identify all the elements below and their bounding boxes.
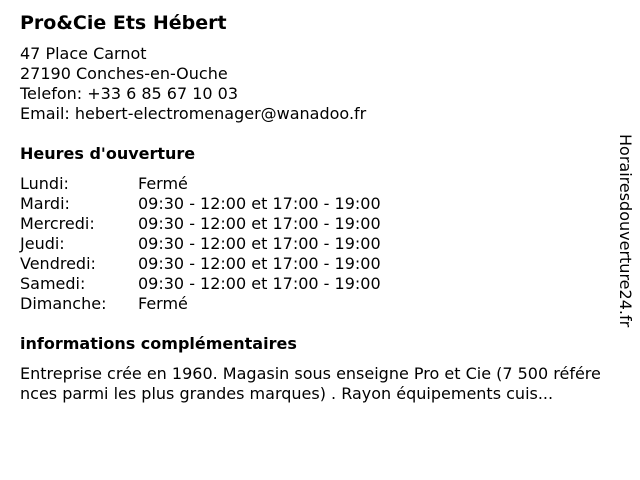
business-card	[20, 10, 610, 404]
opening-hours-table	[20, 174, 610, 314]
hours-row-tuesday	[20, 194, 610, 214]
hours-time: 09:30 - 12:00 et 17:00 - 19:00	[138, 274, 381, 293]
site-watermark: Horairesdouverture24.fr	[616, 134, 635, 328]
address-city: 27190 Conches-en-Ouche	[20, 64, 228, 83]
hours-time: 09:30 - 12:00 et 17:00 - 19:00	[138, 214, 381, 233]
info-heading: informations complémentaires	[20, 334, 297, 353]
business-name: Pro&Cie Ets Hébert	[20, 12, 227, 34]
hours-day: Lundi:	[20, 174, 69, 193]
hours-row-wednesday	[20, 214, 610, 234]
hours-heading: Heures d'ouverture	[20, 144, 196, 163]
hours-day: Dimanche:	[20, 294, 107, 313]
hours-row-saturday	[20, 274, 610, 294]
info-description: Entreprise crée en 1960. Magasin sous enseigne Pro et Cie (7 500 références parmi les plus grandes marques) . Rayon équipements cuis...	[20, 364, 601, 403]
hours-time: 09:30 - 12:00 et 17:00 - 19:00	[138, 234, 381, 253]
hours-time: Fermé	[138, 174, 188, 193]
hours-day: Samedi:	[20, 274, 86, 293]
hours-row-sunday	[20, 294, 610, 314]
hours-row-thursday	[20, 234, 610, 254]
hours-row-monday	[20, 174, 610, 194]
hours-time: Fermé	[138, 294, 188, 313]
hours-day: Mardi:	[20, 194, 70, 213]
hours-day: Jeudi:	[20, 234, 65, 253]
phone-text: Telefon: +33 6 85 67 10 03	[20, 84, 239, 103]
email-text: Email: hebert-electromenager@wanadoo.fr	[20, 104, 367, 123]
hours-time: 09:30 - 12:00 et 17:00 - 19:00	[138, 254, 381, 273]
address-street: 47 Place Carnot	[20, 44, 147, 63]
contact-block	[20, 44, 610, 124]
hours-row-friday	[20, 254, 610, 274]
hours-day: Mercredi:	[20, 214, 95, 233]
hours-day: Vendredi:	[20, 254, 96, 273]
hours-time: 09:30 - 12:00 et 17:00 - 19:00	[138, 194, 381, 213]
